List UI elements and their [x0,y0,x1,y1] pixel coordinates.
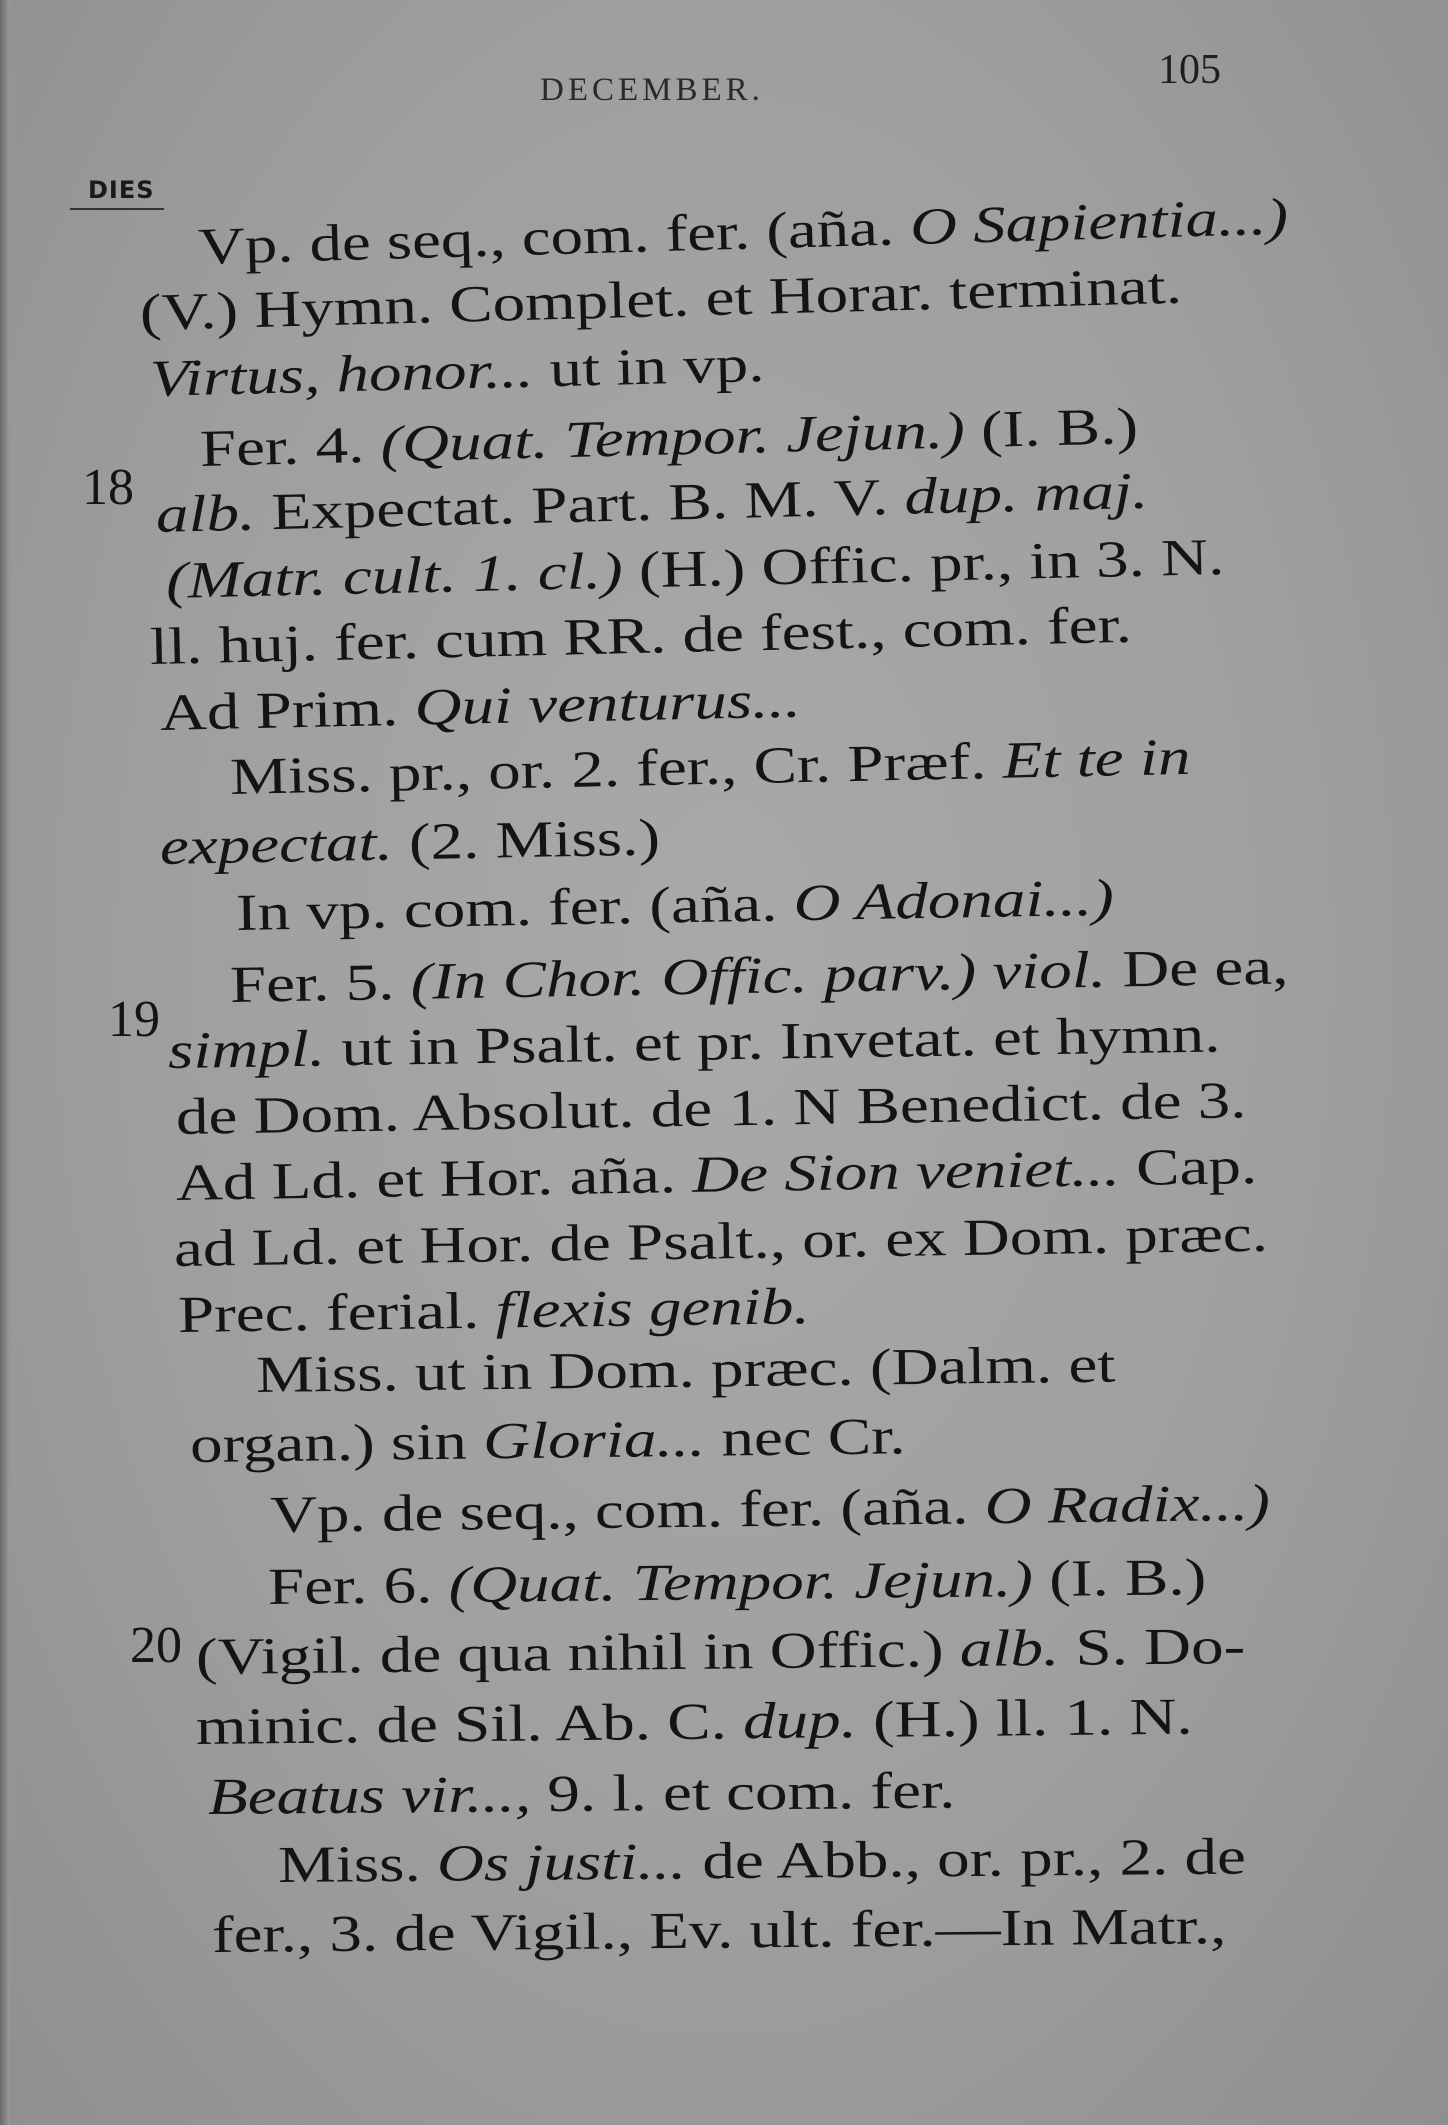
text-line: Vp. de seq., com. fer. (aña. O Radix...) [269,1474,1271,1544]
text-line: Fer. 6. (Quat. Tempor. Jejun.) (I. B.) [267,1549,1207,1616]
day-number-18: 18 [82,459,134,516]
text-line: fer., 3. de Vigil., Ev. ult. fer.—In Matr., [211,1898,1227,1964]
text-line: Miss. pr., or. 2. fer., Cr. Præf. Et te in [229,728,1191,806]
text-line: simpl. ut in Psalt. et pr. Invetat. et hymn. [167,1006,1221,1080]
text-line: de Dom. Absolut. de 1. N Benedict. de 3. [175,1072,1247,1146]
text-line: Ad Ld. et Hor. aña. De Sion veniet... Cap. [175,1138,1258,1212]
text-line: Prec. ferial. flexis genib. [177,1278,811,1344]
text-line: ll. huj. fer. cum RR. de fest., com. fer. [149,596,1133,676]
text-line: (V.) Hymn. Complet. et Horar. terminat. [139,257,1183,342]
text-line: Fer. 4. (Quat. Tempor. Jejun.) (I. B.) [199,398,1139,478]
dies-column-label: DIES [88,176,155,204]
dies-underline [70,208,164,210]
day-number-19: 19 [108,991,160,1048]
text-line: Miss. Os justi... de Abb., or. pr., 2. de [277,1828,1247,1894]
text-line: Fer. 5. (In Chor. Offic. parv.) viol. De ea, [229,938,1289,1014]
text-line: Virtus, honor... ut in vp. [149,335,766,408]
text-line: Miss. ut in Dom. præc. (Dalm. et [255,1336,1116,1404]
text-line: minic. de Sil. Ab. C. dup. (H.) ll. 1. N. [195,1688,1193,1756]
text-line: alb. Expectat. Part. B. M. V. dup. maj. [155,462,1149,544]
page-binding-edge [0,0,10,2125]
text-line: In vp. com. fer. (aña. O Adonai...) [235,869,1115,942]
page-number: 105 [1158,47,1221,93]
text-line: expectat. (2. Miss.) [159,809,661,876]
text-line: (Matr. cult. 1. cl.) (H.) Offic. pr., in 3. N. [165,528,1225,610]
text-line: ad Ld. et Hor. de Psalt., or. ex Dom. præc. [173,1205,1269,1278]
text-line: Vp. de seq., com. fer. (aña. O Sapientia...) [197,188,1289,276]
text-line: Ad Prim. Qui venturus... [159,671,802,742]
text-line: (Vigil. de qua nihil in Offic.) alb. S. Do- [195,1618,1246,1686]
text-line: organ.) sin Gloria... nec Cr. [189,1408,906,1474]
text-line: Beatus vir..., 9. l. et com. fer. [207,1762,956,1826]
running-head-title: DECEMBER. [540,72,764,108]
day-number-20: 20 [130,1617,182,1674]
